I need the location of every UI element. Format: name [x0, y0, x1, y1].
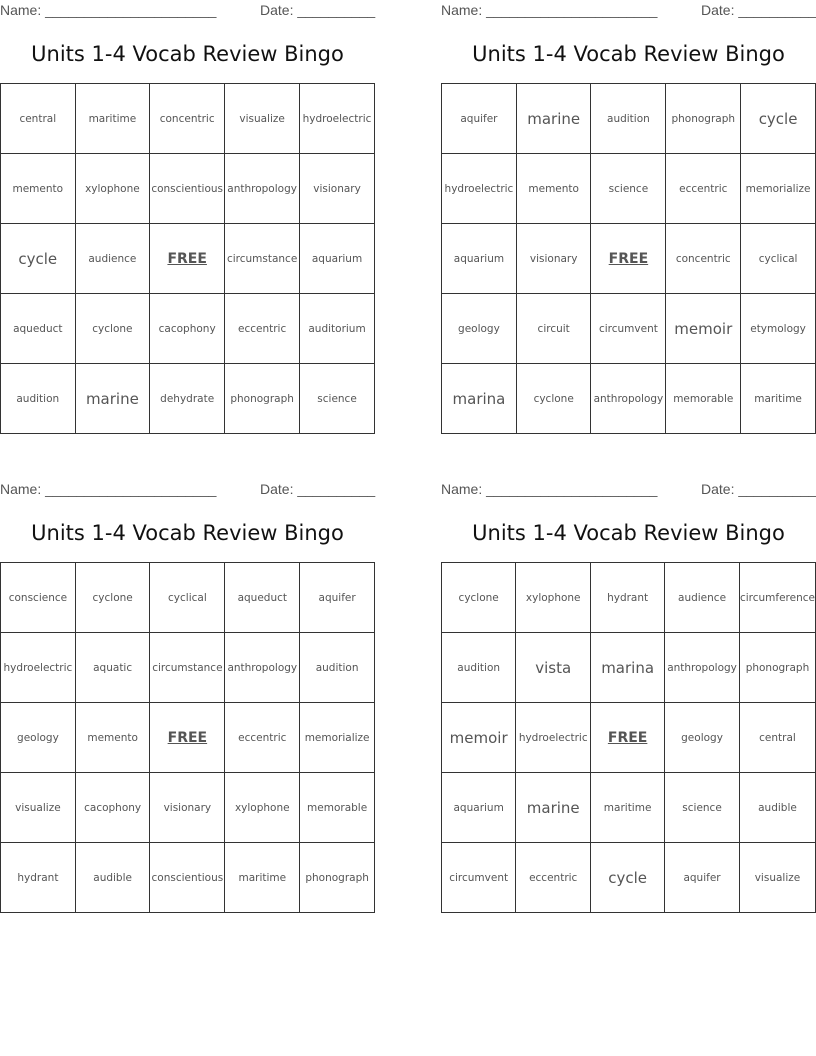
- bingo-cell: hydrant: [1, 843, 76, 913]
- bingo-cell: visualize: [1, 773, 76, 843]
- date-field: Date: __________: [260, 481, 376, 497]
- bingo-cell: cycle: [591, 843, 665, 913]
- bingo-cell: aqueduct: [1, 294, 76, 364]
- bingo-cell: marina: [442, 364, 517, 434]
- bingo-cell: conscience: [1, 563, 76, 633]
- bingo-cell: visionary: [300, 154, 375, 224]
- bingo-cell: audience: [665, 563, 740, 633]
- bingo-grid: [441, 562, 816, 913]
- bingo-cell: marine: [516, 84, 591, 154]
- bingo-cell: conscientious: [150, 154, 225, 224]
- bingo-row: [442, 773, 816, 843]
- bingo-cell: central: [739, 703, 815, 773]
- bingo-cell: memoir: [666, 294, 741, 364]
- bingo-cell: cyclical: [741, 224, 816, 294]
- bingo-cell: cyclical: [150, 563, 225, 633]
- bingo-row: [1, 843, 375, 913]
- card-title: Units 1-4 Vocab Review Bingo: [472, 42, 785, 66]
- bingo-cell: eccentric: [666, 154, 741, 224]
- name-field: Name: ______________________: [441, 2, 658, 18]
- bingo-row: [1, 633, 375, 703]
- bingo-cell: aqueduct: [225, 563, 300, 633]
- bingo-cell: xylophone: [516, 563, 591, 633]
- bingo-cell: cyclone: [75, 563, 150, 633]
- card-title: Units 1-4 Vocab Review Bingo: [31, 42, 344, 66]
- bingo-row: [442, 364, 816, 434]
- bingo-card: [0, 479, 376, 884]
- bingo-cell: aquatic: [75, 633, 150, 703]
- bingo-row: [442, 703, 816, 773]
- bingo-cell: hydroelectric: [300, 84, 375, 154]
- bingo-cell: anthropology: [225, 154, 300, 224]
- bingo-cell: memento: [516, 154, 591, 224]
- bingo-cell: audition: [300, 633, 375, 703]
- bingo-cell: marine: [516, 773, 591, 843]
- bingo-cell: aquifer: [300, 563, 375, 633]
- bingo-cell: anthropology: [225, 633, 300, 703]
- bingo-cell: maritime: [75, 84, 150, 154]
- bingo-row: [1, 364, 375, 434]
- free-space: FREE: [591, 703, 665, 773]
- bingo-row: [442, 563, 816, 633]
- bingo-grid: [0, 83, 375, 434]
- bingo-cell: etymology: [741, 294, 816, 364]
- bingo-cell: eccentric: [225, 294, 300, 364]
- bingo-cell: audition: [1, 364, 76, 434]
- bingo-row: [442, 843, 816, 913]
- bingo-cell: hydrant: [591, 563, 665, 633]
- bingo-row: [1, 224, 375, 294]
- bingo-cell: cyclone: [516, 364, 591, 434]
- bingo-cell: circuit: [516, 294, 591, 364]
- bingo-grid: [441, 83, 816, 434]
- bingo-cell: dehydrate: [150, 364, 225, 434]
- free-space: FREE: [150, 703, 225, 773]
- bingo-cell: circumference: [739, 563, 815, 633]
- bingo-cell: geology: [1, 703, 76, 773]
- bingo-cell: memorialize: [741, 154, 816, 224]
- bingo-grid: [0, 562, 375, 913]
- bingo-cell: marina: [591, 633, 665, 703]
- name-field: Name: ______________________: [441, 481, 658, 497]
- bingo-cell: visualize: [739, 843, 815, 913]
- bingo-cell: circumstance: [225, 224, 300, 294]
- bingo-cell: cacophony: [150, 294, 225, 364]
- bingo-row: [1, 154, 375, 224]
- bingo-cell: phonograph: [225, 364, 300, 434]
- bingo-row: [1, 294, 375, 364]
- bingo-cell: aquifer: [442, 84, 517, 154]
- bingo-cell: visionary: [516, 224, 591, 294]
- card-title: Units 1-4 Vocab Review Bingo: [31, 521, 344, 545]
- bingo-cell: audition: [591, 84, 666, 154]
- bingo-cell: visionary: [150, 773, 225, 843]
- bingo-cell: xylophone: [225, 773, 300, 843]
- bingo-cell: maritime: [591, 773, 665, 843]
- bingo-row: [442, 84, 816, 154]
- bingo-cell: auditorium: [300, 294, 375, 364]
- bingo-cell: hydroelectric: [1, 633, 76, 703]
- bingo-cell: science: [300, 364, 375, 434]
- bingo-cell: conscientious: [150, 843, 225, 913]
- bingo-row: [442, 154, 816, 224]
- bingo-cell: anthropology: [665, 633, 740, 703]
- bingo-cell: memento: [1, 154, 76, 224]
- bingo-row: [442, 294, 816, 364]
- bingo-cell: cacophony: [75, 773, 150, 843]
- bingo-cell: maritime: [225, 843, 300, 913]
- bingo-cell: science: [665, 773, 740, 843]
- free-space: FREE: [591, 224, 666, 294]
- bingo-cell: aquarium: [300, 224, 375, 294]
- bingo-cell: cycle: [1, 224, 76, 294]
- bingo-row: [442, 224, 816, 294]
- date-field: Date: __________: [260, 2, 376, 18]
- card-title: Units 1-4 Vocab Review Bingo: [472, 521, 785, 545]
- name-date-line: [441, 0, 816, 20]
- bingo-cell: memorable: [666, 364, 741, 434]
- bingo-cell: concentric: [150, 84, 225, 154]
- bingo-cell: science: [591, 154, 666, 224]
- bingo-cell: memorable: [300, 773, 375, 843]
- bingo-row: [1, 84, 375, 154]
- bingo-cell: phonograph: [666, 84, 741, 154]
- bingo-cell: circumvent: [442, 843, 516, 913]
- bingo-cell: memoir: [442, 703, 516, 773]
- bingo-row: [442, 633, 816, 703]
- bingo-cell: eccentric: [516, 843, 591, 913]
- bingo-cell: phonograph: [739, 633, 815, 703]
- bingo-cell: audience: [75, 224, 150, 294]
- bingo-cell: circumstance: [150, 633, 225, 703]
- name-date-line: [0, 0, 375, 20]
- bingo-card: [0, 0, 376, 408]
- name-field: Name: ______________________: [0, 481, 217, 497]
- bingo-cell: audible: [75, 843, 150, 913]
- bingo-cell: xylophone: [75, 154, 150, 224]
- bingo-cell: circumvent: [591, 294, 666, 364]
- bingo-cell: aquarium: [442, 224, 517, 294]
- bingo-cell: cycle: [741, 84, 816, 154]
- bingo-cell: aquarium: [442, 773, 516, 843]
- free-space: FREE: [150, 224, 225, 294]
- bingo-row: [1, 773, 375, 843]
- bingo-cell: geology: [665, 703, 740, 773]
- bingo-cell: audition: [442, 633, 516, 703]
- bingo-cell: hydroelectric: [442, 154, 517, 224]
- bingo-cell: aquifer: [665, 843, 740, 913]
- date-field: Date: __________: [701, 2, 816, 18]
- bingo-cell: memento: [75, 703, 150, 773]
- bingo-cell: cyclone: [442, 563, 516, 633]
- bingo-card: [441, 479, 816, 887]
- name-date-line: [0, 479, 375, 499]
- name-date-line: [441, 479, 816, 499]
- bingo-cell: concentric: [666, 224, 741, 294]
- bingo-cell: hydroelectric: [516, 703, 591, 773]
- bingo-cell: geology: [442, 294, 517, 364]
- bingo-cell: audible: [739, 773, 815, 843]
- date-field: Date: __________: [701, 481, 816, 497]
- bingo-cell: memorialize: [300, 703, 375, 773]
- bingo-cell: cyclone: [75, 294, 150, 364]
- bingo-cell: anthropology: [591, 364, 666, 434]
- bingo-cell: visualize: [225, 84, 300, 154]
- bingo-row: [1, 563, 375, 633]
- bingo-cell: central: [1, 84, 76, 154]
- bingo-cell: marine: [75, 364, 150, 434]
- bingo-card: [441, 0, 816, 408]
- bingo-row: [1, 703, 375, 773]
- bingo-cell: vista: [516, 633, 591, 703]
- bingo-cell: maritime: [741, 364, 816, 434]
- name-field: Name: ______________________: [0, 2, 217, 18]
- bingo-cell: eccentric: [225, 703, 300, 773]
- bingo-cell: phonograph: [300, 843, 375, 913]
